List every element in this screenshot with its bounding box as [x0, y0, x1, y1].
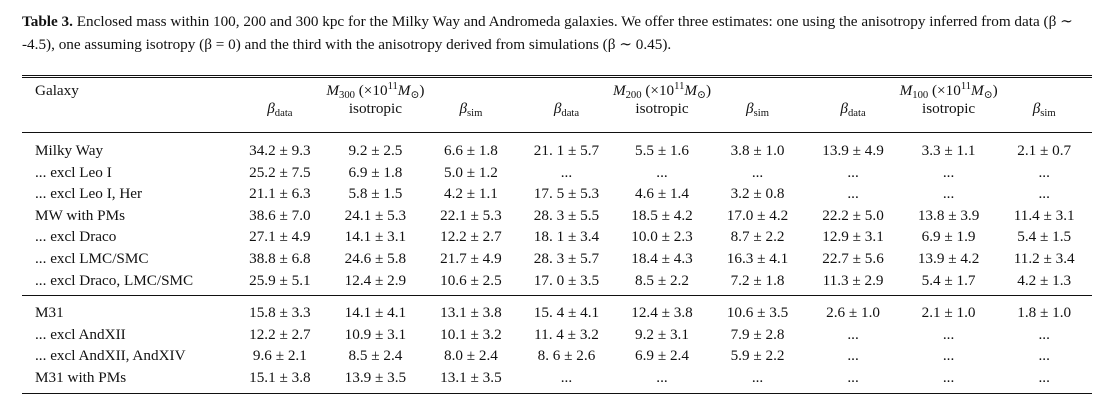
mass-value: 3.3 ± 1.1 — [921, 142, 976, 159]
mass-value: 28. 3 ± 5.5 — [533, 206, 600, 224]
header-galaxy: Galaxy — [35, 82, 79, 99]
beta-subscript: data — [847, 108, 866, 119]
mass-value: 9.2 ± 3.1 — [635, 325, 689, 343]
mass-value: 25.2 ± 7.5 — [249, 163, 311, 181]
header-group-mass — [805, 78, 1092, 100]
mass-value: 27.1 ± 4.9 — [249, 228, 311, 246]
mass-value: 4.6 ± 1.4 — [635, 185, 689, 203]
mass-value: 28. 3 ± 5.7 — [533, 249, 600, 267]
mass-value: ... — [1038, 185, 1050, 203]
mass-value: 5.4 ± 1.5 — [1017, 228, 1072, 246]
beta-symbol: β — [840, 100, 848, 117]
header-subcol — [328, 100, 424, 133]
mass-table-container — [22, 75, 1092, 394]
isotropic-label: isotropic — [635, 100, 689, 117]
mass-value: 10.9 ± 3.1 — [344, 325, 407, 343]
table-row — [22, 183, 1092, 205]
mass-value: 6.6 ± 1.8 — [443, 142, 498, 159]
mass-value: ... — [1038, 325, 1050, 343]
mass-value: ... — [656, 163, 668, 181]
mass-value: 10.1 ± 3.2 — [440, 325, 502, 343]
caption-text: Enclosed mass within 100, 200 and 300 kpc for the Milky Way and Andromeda galaxies. We offer three estimates: one using the anisotropy inferred from data (β ∼ -4.5), one assuming isotropy (β = 0) and the third with the anisotropy derived from simulations (β ∼ 0.45). — [22, 13, 1073, 53]
mass-value: ... — [942, 347, 955, 365]
unit-close: ) — [419, 82, 425, 99]
header-subcol — [519, 100, 615, 133]
table-caption — [22, 10, 1094, 56]
mass-value: 13.1 ± 3.8 — [423, 296, 519, 324]
header-subcol — [423, 100, 519, 133]
mass-value: 13.9 ± 4.9 — [822, 142, 884, 159]
unit-exponent: 11 — [960, 81, 972, 92]
mass-value: ... — [751, 163, 764, 181]
header-group-mass — [232, 78, 519, 100]
mass-value: ... — [847, 185, 859, 203]
beta-subscript: data — [561, 108, 580, 119]
unit-mass: M — [397, 82, 411, 99]
galaxy-name: M31 — [22, 296, 232, 324]
table-row — [22, 248, 1092, 270]
mass-value: 5.9 ± 2.2 — [730, 347, 785, 365]
mass-value: 15.8 ± 3.3 — [232, 296, 328, 324]
mass-value: 9.6 ± 2.1 — [252, 347, 307, 365]
mass-value: 24.1 ± 5.3 — [344, 206, 407, 224]
mass-value: ... — [901, 367, 997, 393]
mass-value: 22.7 ± 5.6 — [822, 249, 884, 267]
mass-value: 38.6 ± 7.0 — [249, 206, 311, 224]
mass-value: 5.4 ± 1.7 — [921, 271, 976, 289]
galaxy-name: ... excl Draco, LMC/SMC — [35, 271, 194, 289]
isotropic-label: isotropic — [348, 100, 402, 117]
mass-value: 17. 5 ± 5.3 — [533, 185, 600, 203]
mass-value: 11.2 ± 3.4 — [1013, 249, 1075, 267]
beta-subscript: sim — [753, 108, 769, 119]
mass-value: 6.9 ± 2.4 — [635, 347, 689, 365]
unit-sun: ⊙ — [697, 90, 706, 101]
mass-symbol: M — [326, 82, 340, 99]
beta-subscript: data — [274, 108, 293, 119]
mass-radius: 200 — [625, 90, 642, 101]
header-subcol — [614, 100, 710, 133]
mass-value: 2.1 ± 0.7 — [1017, 142, 1072, 159]
mass-value: 21.1 ± 6.3 — [249, 185, 311, 203]
mass-value: 12.9 ± 3.1 — [822, 228, 884, 246]
mass-value: 6.9 ± 1.9 — [921, 228, 976, 246]
mass-value: 18.5 ± 4.2 — [631, 206, 693, 224]
mass-table — [22, 75, 1092, 394]
mass-value: 1.8 ± 1.0 — [996, 296, 1092, 324]
beta-symbol: β — [553, 100, 562, 117]
mass-value: ... — [1038, 347, 1050, 365]
mass-value: 18.4 ± 4.3 — [631, 249, 693, 267]
unit-close: ) — [992, 82, 998, 99]
galaxy-name: MW with PMs — [35, 206, 126, 224]
galaxy-name: M31 with PMs — [22, 367, 232, 393]
galaxy-name: ... excl LMC/SMC — [35, 249, 149, 267]
mass-value: ... — [847, 325, 859, 343]
mass-value: 34.2 ± 9.3 — [249, 142, 311, 159]
mass-value: 38.8 ± 6.8 — [249, 249, 311, 267]
mass-value: 6.9 ± 1.8 — [348, 163, 403, 181]
unit-prefix: (×10 — [641, 82, 675, 99]
mass-value: 22.1 ± 5.3 — [440, 206, 502, 224]
unit-prefix: (×10 — [354, 82, 388, 99]
mass-value: ... — [942, 325, 955, 343]
mass-value: ... — [519, 367, 615, 393]
mass-value: ... — [614, 367, 710, 393]
mass-value: 3.2 ± 0.8 — [730, 185, 785, 203]
mass-value: 18. 1 ± 3.4 — [533, 228, 600, 246]
table-row — [22, 296, 1092, 324]
galaxy-name: ... excl AndXII, AndXIV — [35, 347, 186, 365]
mass-value: 13.9 ± 4.2 — [917, 249, 980, 267]
beta-symbol: β — [746, 100, 754, 117]
mass-value: 17. 0 ± 3.5 — [533, 271, 600, 289]
unit-close: ) — [705, 82, 712, 99]
table-row — [22, 226, 1092, 248]
isotropic-label: isotropic — [922, 100, 976, 117]
mass-value: ... — [805, 367, 901, 393]
mass-value: 12.2 ± 2.7 — [249, 325, 311, 343]
mass-value: 5.5 ± 1.6 — [635, 142, 689, 159]
beta-subscript: sim — [1040, 108, 1056, 119]
mass-value: 21. 1 ± 5.7 — [533, 142, 600, 159]
mass-value: 10.6 ± 2.5 — [440, 271, 502, 289]
mass-value: 12.4 ± 2.9 — [344, 271, 407, 289]
beta-symbol: β — [267, 100, 275, 117]
unit-mass: M — [684, 82, 698, 99]
unit-sun: ⊙ — [410, 90, 420, 101]
header-spacer — [22, 100, 232, 133]
mass-radius: 100 — [912, 90, 929, 101]
mass-value: 7.9 ± 2.8 — [730, 325, 785, 343]
mass-value: 12.4 ± 3.8 — [614, 296, 710, 324]
mass-value: 24.6 ± 5.8 — [344, 249, 407, 267]
mass-value: ... — [1038, 163, 1050, 181]
galaxy-name: ... excl Draco — [35, 228, 117, 246]
mass-value: ... — [847, 347, 859, 365]
unit-sun: ⊙ — [983, 90, 993, 101]
mass-value: ... — [942, 163, 955, 181]
header-group-mass — [519, 78, 806, 100]
table-row — [22, 205, 1092, 227]
table-row — [22, 367, 1092, 393]
mass-value: 14.1 ± 4.1 — [328, 296, 424, 324]
mass-value: 11. 4 ± 3.2 — [534, 325, 599, 343]
table-row — [22, 270, 1092, 296]
table-row — [22, 162, 1092, 184]
mass-value: 15.1 ± 3.8 — [232, 367, 328, 393]
unit-prefix: (×10 — [928, 82, 961, 99]
header-subcol — [710, 100, 806, 133]
mass-value: 15. 4 ± 4.1 — [519, 296, 615, 324]
mass-value: 14.1 ± 3.1 — [344, 228, 407, 246]
mass-value: ... — [847, 163, 859, 181]
header-subcol — [901, 100, 997, 133]
galaxy-name: Milky Way — [35, 142, 104, 159]
galaxy-name: ... excl Leo I, Her — [35, 185, 143, 203]
mass-value: 8.5 ± 2.2 — [635, 271, 689, 289]
mass-value: 13.1 ± 3.5 — [423, 367, 519, 393]
mass-radius: 300 — [339, 90, 355, 101]
table-row — [22, 133, 1092, 162]
mass-value: 22.2 ± 5.0 — [822, 206, 884, 224]
galaxy-name: ... excl AndXII — [35, 325, 126, 343]
mass-value: 8.7 ± 2.2 — [730, 228, 785, 246]
mass-value: 17.0 ± 4.2 — [726, 206, 789, 224]
mass-value: 2.6 ± 1.0 — [805, 296, 901, 324]
mass-value: 5.8 ± 1.5 — [348, 185, 403, 203]
mass-value: 16.3 ± 4.1 — [726, 249, 789, 267]
mass-value: 8. 6 ± 2.6 — [537, 347, 596, 365]
mass-value: 10.6 ± 3.5 — [710, 296, 806, 324]
table-body — [22, 133, 1092, 394]
mass-value: 11.4 ± 3.1 — [1013, 206, 1075, 224]
mass-value: ... — [710, 367, 806, 393]
mass-value: 3.8 ± 1.0 — [730, 142, 785, 159]
mass-symbol: M — [612, 82, 626, 99]
mass-value: 11.3 ± 2.9 — [822, 271, 884, 289]
mass-value: ... — [560, 163, 573, 181]
mass-value: 2.1 ± 1.0 — [901, 296, 997, 324]
unit-exponent: 11 — [674, 81, 685, 92]
header-subcol — [805, 100, 901, 133]
caption-label: Table 3. — [22, 13, 73, 30]
galaxy-name: ... excl Leo I — [35, 163, 112, 181]
mass-value: 7.2 ± 1.8 — [730, 271, 785, 289]
beta-subscript: sim — [467, 108, 483, 119]
unit-mass: M — [971, 82, 984, 99]
table-row — [22, 345, 1092, 367]
table-row — [22, 324, 1092, 346]
beta-symbol: β — [1032, 100, 1041, 117]
mass-value: 9.2 ± 2.5 — [348, 142, 403, 159]
unit-exponent: 11 — [387, 81, 398, 92]
mass-value: 8.0 ± 2.4 — [443, 347, 498, 365]
mass-value: 25.9 ± 5.1 — [249, 271, 311, 289]
mass-value: 8.5 ± 2.4 — [348, 347, 403, 365]
mass-symbol: M — [899, 82, 913, 99]
mass-value: 4.2 ± 1.3 — [1017, 271, 1072, 289]
header-subcol — [996, 100, 1092, 133]
mass-value: 12.2 ± 2.7 — [440, 228, 502, 246]
beta-symbol: β — [459, 100, 468, 117]
mass-value: 13.9 ± 3.5 — [328, 367, 424, 393]
header-subcol — [232, 100, 328, 133]
mass-value: 21.7 ± 4.9 — [440, 249, 502, 267]
mass-value: ... — [996, 367, 1092, 393]
mass-value: 4.2 ± 1.1 — [443, 185, 498, 203]
mass-value: 5.0 ± 1.2 — [443, 163, 498, 181]
mass-value: 10.0 ± 2.3 — [631, 228, 693, 246]
mass-value: 13.8 ± 3.9 — [917, 206, 980, 224]
mass-value: ... — [942, 185, 955, 203]
